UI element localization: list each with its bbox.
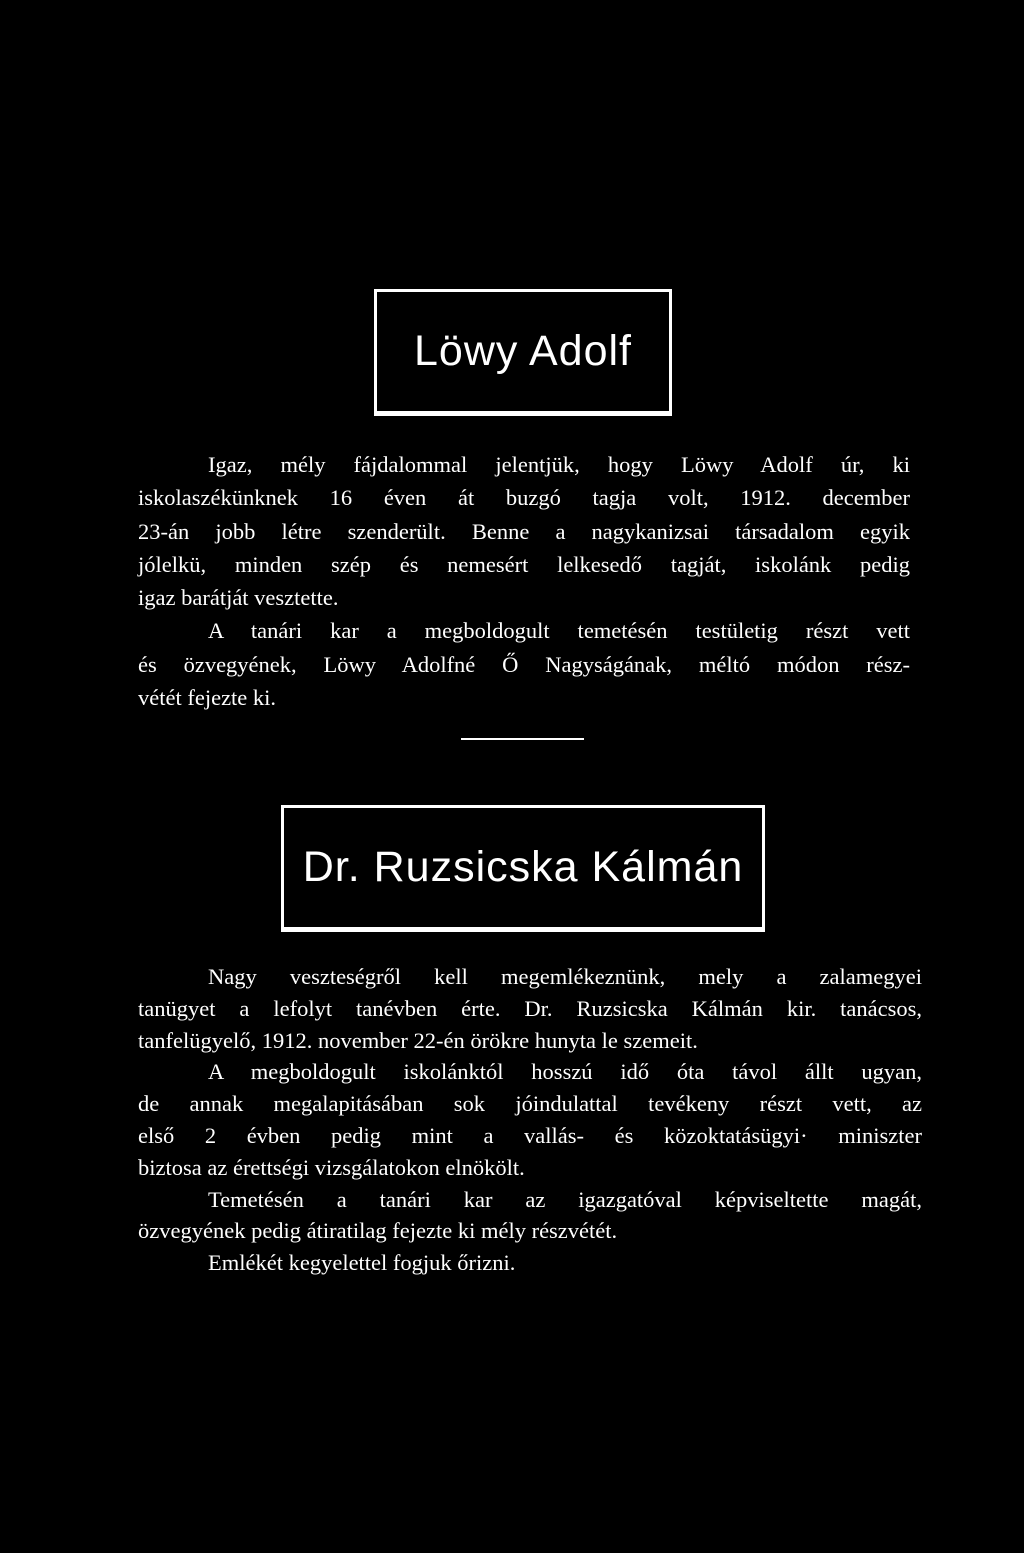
paragraph-line: de annak megalapitásában sok jóindulattal tevékeny részt vett, az (138, 1091, 922, 1117)
paragraph-line: első 2 évben pedig mint a vallás- és közoktatásügyi· miniszter (138, 1122, 922, 1148)
paragraph-line: Igaz, mély fájdalommal jelentjük, hogy Löwy Adolf úr, ki (208, 452, 910, 477)
heading-ruzsicska-kalman: Dr. Ruzsicska Kálmán (302, 843, 744, 891)
paragraph-line: A tanári kar a megboldogult temetésén testületig részt vett (208, 618, 910, 644)
paragraph-line: iskolaszékünknek 16 éven át buzgó tagja volt, 1912. december (138, 485, 910, 511)
paragraph-line: tanügyet a lefolyt tanévben érte. Dr. Ruzsicska Kálmán kir. tanácsos, (138, 995, 922, 1021)
paragraph-line: A megboldogult iskolánktól hosszú idő óta távol állt ugyan, (208, 1059, 922, 1085)
obituary-ruzsicska-kalman-text (138, 961, 922, 1279)
paragraph-line: özvegyének pedig átiratilag fejezte ki mély részvétét. (138, 1218, 618, 1244)
title-box-lowy-adolf (374, 289, 672, 414)
paragraph-line: Temetésén a tanári kar az igazgatóval képviseltette magát, (208, 1186, 922, 1212)
paragraph-line: biztosa az érettségi vizsgálatokon elnökölt. (138, 1154, 525, 1180)
paragraph-line: igaz barátját vesztette. (138, 585, 339, 611)
section-divider (461, 738, 584, 740)
paragraph-line: vétét fejezte ki. (138, 685, 277, 711)
paragraph-line: 23-án jobb létre szenderült. Benne a nagykanizsai társadalom egyik (138, 518, 910, 544)
paragraph-line: Emlékét kegyelettel fogjuk őrizni. (208, 1250, 516, 1276)
paragraph-line: Nagy veszteségről kell megemlékeznünk, mely a zalamegyei (208, 964, 922, 989)
paragraph-line: jólelkü, minden szép és nemesért lelkesedő tagját, iskolánk pedig (138, 551, 910, 577)
obituary-lowy-adolf-text (138, 448, 910, 714)
paragraph-line: tanfelügyelő, 1912. november 22-én örökre hunyta le szemeit. (138, 1027, 698, 1053)
heading-lowy-adolf: Löwy Adolf (414, 327, 632, 375)
paragraph-line: és özvegyének, Löwy Adolfné Ő Nagyságának, méltó módon rész- (138, 651, 910, 677)
title-box-ruzsicska-kalman (281, 805, 765, 930)
